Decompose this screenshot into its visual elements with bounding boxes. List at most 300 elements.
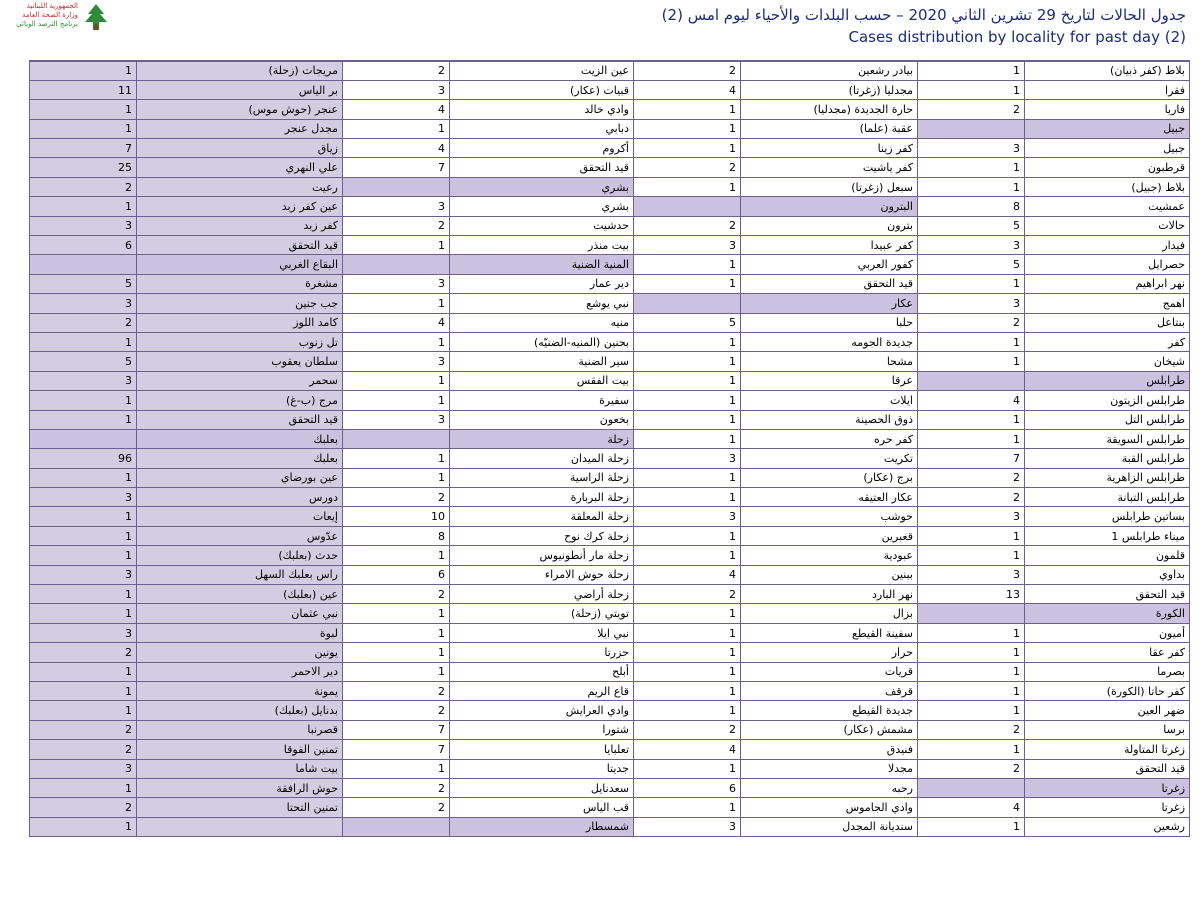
locality-cell: فقرا	[1025, 80, 1190, 99]
locality-cell: طرابلس السويقة	[1025, 429, 1190, 448]
table-row	[30, 177, 1190, 196]
count-cell: 2	[30, 643, 137, 662]
locality-cell: راس بعلبك السهل	[137, 565, 343, 584]
locality-cell: نبي عثمان	[137, 604, 343, 623]
locality-cell: قب الياس	[450, 798, 634, 817]
count-cell: 1	[634, 119, 741, 138]
region-header-cell: زحلة	[450, 429, 634, 448]
table-row	[30, 449, 1190, 468]
count-cell: 3	[634, 236, 741, 255]
count-cell: 1	[343, 759, 450, 778]
locality-cell: بحنين (المنيه-الضنيّه)	[450, 332, 634, 351]
locality-cell: طرابلس الزيتون	[1025, 391, 1190, 410]
count-cell	[918, 604, 1025, 623]
locality-cell: كفر حره	[741, 429, 918, 448]
locality-cell: زحلة البربارة	[450, 488, 634, 507]
region-header-cell: بعلبك	[137, 429, 343, 448]
table-row	[30, 817, 1190, 836]
locality-cell: فيدار	[1025, 236, 1190, 255]
count-cell: 2	[918, 759, 1025, 778]
locality-cell: تل زنوب	[137, 332, 343, 351]
table-row	[30, 759, 1190, 778]
count-cell: 13	[918, 585, 1025, 604]
locality-cell: مجدلا	[741, 759, 918, 778]
count-cell: 6	[343, 565, 450, 584]
locality-cell: طرابلس التل	[1025, 410, 1190, 429]
count-cell: 3	[343, 274, 450, 293]
locality-cell: قيد التحقق	[137, 236, 343, 255]
count-cell	[30, 255, 137, 274]
locality-cell: ميناء طرابلس 1	[1025, 526, 1190, 545]
locality-cell	[137, 817, 343, 836]
count-cell: 2	[343, 216, 450, 235]
locality-cell: جبيل	[1025, 139, 1190, 158]
count-cell: 3	[634, 817, 741, 836]
count-cell: 1	[634, 352, 741, 371]
count-cell: 4	[343, 313, 450, 332]
locality-cell: زحلة أراضي	[450, 585, 634, 604]
count-cell: 1	[30, 468, 137, 487]
locality-cell: وادي الجاموس	[741, 798, 918, 817]
table-row	[30, 585, 1190, 604]
count-cell: 2	[343, 778, 450, 797]
count-cell: 2	[343, 585, 450, 604]
count-cell: 2	[343, 701, 450, 720]
count-cell: 1	[30, 526, 137, 545]
locality-cell: لبوة	[137, 623, 343, 642]
region-header-cell: الكورة	[1025, 604, 1190, 623]
locality-cell: قاع الريم	[450, 682, 634, 701]
count-cell: 4	[918, 798, 1025, 817]
count-cell: 3	[30, 216, 137, 235]
count-cell: 6	[634, 778, 741, 797]
table-row	[30, 526, 1190, 545]
count-cell: 1	[343, 623, 450, 642]
table-row	[30, 255, 1190, 274]
count-cell: 1	[343, 643, 450, 662]
count-cell: 3	[343, 197, 450, 216]
locality-cell: فاريا	[1025, 100, 1190, 119]
locality-cell: بر الياس	[137, 80, 343, 99]
count-cell: 1	[918, 701, 1025, 720]
count-cell: 5	[918, 255, 1025, 274]
locality-cell: عكار العتيقه	[741, 488, 918, 507]
count-cell: 3	[343, 410, 450, 429]
count-cell: 4	[343, 139, 450, 158]
locality-cell: دبابي	[450, 119, 634, 138]
table-row	[30, 236, 1190, 255]
count-cell: 5	[634, 313, 741, 332]
count-cell: 1	[30, 604, 137, 623]
count-cell: 4	[634, 565, 741, 584]
count-cell: 2	[918, 720, 1025, 739]
locality-cell: زحلة كرك نوح	[450, 526, 634, 545]
count-cell: 1	[634, 255, 741, 274]
count-cell: 4	[343, 100, 450, 119]
locality-cell: رعيت	[137, 177, 343, 196]
locality-cell: زحلة الراسية	[450, 468, 634, 487]
table-row	[30, 720, 1190, 739]
table-row	[30, 410, 1190, 429]
count-cell: 1	[918, 352, 1025, 371]
locality-cell: زحلة حوش الامراء	[450, 565, 634, 584]
count-cell: 4	[918, 391, 1025, 410]
locality-cell: بيت الفقس	[450, 371, 634, 390]
locality-cell: قيد التحقق	[1025, 759, 1190, 778]
locality-cell: عدّوس	[137, 526, 343, 545]
region-header-cell: بشري	[450, 177, 634, 196]
count-cell: 8	[918, 197, 1025, 216]
locality-cell: تويتي (زحلة)	[450, 604, 634, 623]
locality-cell: كفور العربي	[741, 255, 918, 274]
locality-cell: عين كفر زبد	[137, 197, 343, 216]
count-cell: 3	[634, 449, 741, 468]
count-cell: 3	[634, 507, 741, 526]
count-cell: 2	[918, 100, 1025, 119]
locality-cell: حرار	[741, 643, 918, 662]
count-cell	[30, 429, 137, 448]
count-cell: 2	[918, 488, 1025, 507]
locality-cell: بترون	[741, 216, 918, 235]
locality-cell: زحلة الميدان	[450, 449, 634, 468]
locality-cell: زحلة المعلقة	[450, 507, 634, 526]
locality-cell: جديدة الجومه	[741, 332, 918, 351]
count-cell: 1	[30, 662, 137, 681]
locality-cell: سير الضنية	[450, 352, 634, 371]
locality-cell: جديدة القيطع	[741, 701, 918, 720]
locality-cell: شتورا	[450, 720, 634, 739]
count-cell: 1	[30, 546, 137, 565]
table-row	[30, 313, 1190, 332]
locality-cell: بنتاعل	[1025, 313, 1190, 332]
count-cell: 2	[634, 720, 741, 739]
count-cell	[918, 778, 1025, 797]
count-cell: 1	[918, 526, 1025, 545]
count-cell: 2	[634, 61, 741, 80]
count-cell: 1	[343, 371, 450, 390]
region-header-cell: المنية الضنية	[450, 255, 634, 274]
locality-cell: سنديانة المجدل	[741, 817, 918, 836]
count-cell: 1	[30, 701, 137, 720]
locality-cell: كامد اللوز	[137, 313, 343, 332]
count-cell: 1	[634, 526, 741, 545]
locality-cell: دورس	[137, 488, 343, 507]
table-row	[30, 61, 1190, 80]
locality-cell: إيعات	[137, 507, 343, 526]
table-row	[30, 468, 1190, 487]
count-cell: 1	[343, 119, 450, 138]
ministry-logo	[6, 2, 126, 34]
locality-cell: عين الزيت	[450, 61, 634, 80]
locality-cell: كفر عقا	[1025, 643, 1190, 662]
count-cell: 1	[30, 585, 137, 604]
locality-cell: قعبرين	[741, 526, 918, 545]
region-header-cell: البترون	[741, 197, 918, 216]
count-cell: 7	[343, 720, 450, 739]
locality-cell: مريجات (زحلة)	[137, 61, 343, 80]
locality-cell: حالات	[1025, 216, 1190, 235]
locality-cell: تمنين الفوقا	[137, 740, 343, 759]
count-cell: 1	[343, 391, 450, 410]
locality-cell: مشمش (عكار)	[741, 720, 918, 739]
count-cell: 1	[634, 468, 741, 487]
count-cell: 1	[30, 817, 137, 836]
count-cell: 10	[343, 507, 450, 526]
count-cell: 1	[343, 332, 450, 351]
count-cell: 7	[30, 139, 137, 158]
locality-cell: حوش الرافقة	[137, 778, 343, 797]
count-cell: 2	[634, 216, 741, 235]
count-cell: 3	[30, 759, 137, 778]
table-row	[30, 352, 1190, 371]
locality-cell: كفر عبيدا	[741, 236, 918, 255]
cases-table	[29, 60, 1190, 837]
locality-cell: كفر زبد	[137, 216, 343, 235]
count-cell: 3	[918, 294, 1025, 313]
title-arabic: جدول الحالات لتاريخ 29 تشرين الثاني 2020 – حسب البلدات والأحياء ليوم امس (2)	[661, 6, 1186, 24]
count-cell: 1	[634, 274, 741, 293]
locality-cell: سعدنايل	[450, 778, 634, 797]
count-cell: 1	[30, 119, 137, 138]
locality-cell: مرج (ب-غ)	[137, 391, 343, 410]
count-cell: 1	[30, 332, 137, 351]
locality-cell: وادي خالد	[450, 100, 634, 119]
locality-cell: بيت شاما	[137, 759, 343, 778]
locality-cell: قيد التحقق	[1025, 585, 1190, 604]
locality-cell: حصرايل	[1025, 255, 1190, 274]
locality-cell: عقبة (علما)	[741, 119, 918, 138]
count-cell: 2	[918, 468, 1025, 487]
locality-cell: زغرتا المتاولة	[1025, 740, 1190, 759]
count-cell: 1	[918, 410, 1025, 429]
locality-cell: قرقف	[741, 682, 918, 701]
locality-cell: برسا	[1025, 720, 1190, 739]
locality-cell: منيه	[450, 313, 634, 332]
count-cell: 1	[634, 682, 741, 701]
region-header-cell: زغرتا	[1025, 778, 1190, 797]
count-cell: 3	[30, 623, 137, 642]
locality-cell: سبعل (زغرتا)	[741, 177, 918, 196]
count-cell: 3	[343, 80, 450, 99]
count-cell: 1	[634, 759, 741, 778]
locality-cell: كفر	[1025, 332, 1190, 351]
count-cell: 1	[634, 546, 741, 565]
count-cell: 1	[918, 429, 1025, 448]
locality-cell: جديتا	[450, 759, 634, 778]
count-cell: 1	[634, 332, 741, 351]
count-cell: 1	[634, 488, 741, 507]
locality-cell: مجدل عنجر	[137, 119, 343, 138]
table-row	[30, 391, 1190, 410]
count-cell: 25	[30, 158, 137, 177]
count-cell: 2	[30, 720, 137, 739]
locality-cell: عمشيت	[1025, 197, 1190, 216]
count-cell: 3	[918, 139, 1025, 158]
locality-cell: مجدليا (زغرتا)	[741, 80, 918, 99]
count-cell	[343, 177, 450, 196]
table-row	[30, 604, 1190, 623]
table-row	[30, 565, 1190, 584]
count-cell: 1	[634, 410, 741, 429]
count-cell: 1	[634, 371, 741, 390]
region-header-cell: البقاع الغربي	[137, 255, 343, 274]
locality-cell: سحمر	[137, 371, 343, 390]
table-row	[30, 701, 1190, 720]
logo-text	[6, 2, 78, 29]
locality-cell: قصرنبا	[137, 720, 343, 739]
locality-cell: قيد التحقق	[741, 274, 918, 293]
count-cell: 1	[918, 274, 1025, 293]
table-row	[30, 488, 1190, 507]
locality-cell: سفيرة	[450, 391, 634, 410]
count-cell: 7	[343, 158, 450, 177]
count-cell: 1	[918, 158, 1025, 177]
count-cell: 1	[634, 701, 741, 720]
table-row	[30, 507, 1190, 526]
count-cell: 11	[30, 80, 137, 99]
count-cell: 1	[918, 643, 1025, 662]
logo-line-3: برنامج الترصد الوبائي	[16, 20, 78, 28]
table-row	[30, 80, 1190, 99]
count-cell: 7	[343, 740, 450, 759]
count-cell: 1	[634, 100, 741, 119]
locality-cell: زحلة مار أنطونيوس	[450, 546, 634, 565]
count-cell: 1	[30, 778, 137, 797]
table-row	[30, 778, 1190, 797]
count-cell: 2	[634, 158, 741, 177]
count-cell: 1	[30, 61, 137, 80]
locality-cell: دير الاحمر	[137, 662, 343, 681]
locality-cell: حوشب	[741, 507, 918, 526]
count-cell: 1	[918, 61, 1025, 80]
count-cell: 5	[918, 216, 1025, 235]
locality-cell: سلطان يعقوب	[137, 352, 343, 371]
locality-cell: تمنين التحتا	[137, 798, 343, 817]
locality-cell: طرابلس الزاهرية	[1025, 468, 1190, 487]
count-cell: 1	[634, 139, 741, 158]
count-cell: 1	[343, 468, 450, 487]
locality-cell: بلاط (جبيل)	[1025, 177, 1190, 196]
locality-cell: بخعون	[450, 410, 634, 429]
table-row	[30, 546, 1190, 565]
locality-cell: قرطبون	[1025, 158, 1190, 177]
locality-cell: مشغرة	[137, 274, 343, 293]
cedar-icon	[82, 2, 110, 32]
locality-cell: قبيات (عكار)	[450, 80, 634, 99]
table-row	[30, 662, 1190, 681]
table-row	[30, 119, 1190, 138]
table-row	[30, 371, 1190, 390]
count-cell: 3	[918, 565, 1025, 584]
count-cell: 3	[30, 294, 137, 313]
count-cell: 1	[343, 546, 450, 565]
locality-cell: تعلبايا	[450, 740, 634, 759]
count-cell: 3	[343, 352, 450, 371]
locality-cell: نهر البارد	[741, 585, 918, 604]
count-cell: 2	[343, 61, 450, 80]
count-cell: 2	[343, 488, 450, 507]
locality-cell: بصرما	[1025, 662, 1190, 681]
table-row	[30, 643, 1190, 662]
count-cell: 4	[634, 740, 741, 759]
locality-cell: حدشيت	[450, 216, 634, 235]
locality-cell: كفر ياشيت	[741, 158, 918, 177]
count-cell: 1	[634, 177, 741, 196]
table-row	[30, 274, 1190, 293]
count-cell: 96	[30, 449, 137, 468]
table-row	[30, 740, 1190, 759]
count-cell: 5	[30, 352, 137, 371]
count-cell	[634, 294, 741, 313]
region-header-cell: جبيل	[1025, 119, 1190, 138]
count-cell: 1	[343, 662, 450, 681]
locality-cell: فنيدق	[741, 740, 918, 759]
locality-cell: يونين	[137, 643, 343, 662]
locality-cell: حزرتا	[450, 643, 634, 662]
count-cell: 7	[918, 449, 1025, 468]
locality-cell: نبي يوشع	[450, 294, 634, 313]
locality-cell: أميون	[1025, 623, 1190, 642]
locality-cell: بيت منذر	[450, 236, 634, 255]
table-row	[30, 429, 1190, 448]
region-header-cell: طرابلس	[1025, 371, 1190, 390]
count-cell: 2	[343, 682, 450, 701]
count-cell	[918, 371, 1025, 390]
count-cell: 2	[30, 313, 137, 332]
region-header-cell: شمسطار	[450, 817, 634, 836]
table-row	[30, 623, 1190, 642]
count-cell: 1	[918, 80, 1025, 99]
locality-cell: قلمون	[1025, 546, 1190, 565]
count-cell: 1	[30, 391, 137, 410]
logo-line-2: وزارة الصحة العامة	[22, 11, 78, 19]
count-cell: 1	[918, 546, 1025, 565]
count-cell: 3	[30, 565, 137, 584]
locality-cell: رشعين	[1025, 817, 1190, 836]
count-cell: 1	[30, 682, 137, 701]
locality-cell: طرابلس القبة	[1025, 449, 1190, 468]
locality-cell: زياق	[137, 139, 343, 158]
locality-cell: بلاط (كفر ذبيان)	[1025, 61, 1190, 80]
logo-line-1: الجمهورية اللبنانية	[26, 2, 78, 10]
table-row	[30, 139, 1190, 158]
count-cell: 1	[918, 177, 1025, 196]
count-cell: 3	[30, 488, 137, 507]
title-english: Cases distribution by locality for past day (2)	[848, 28, 1186, 46]
locality-cell: بداوي	[1025, 565, 1190, 584]
count-cell: 3	[918, 236, 1025, 255]
count-cell: 1	[343, 449, 450, 468]
locality-cell: برج (عكار)	[741, 468, 918, 487]
count-cell: 1	[634, 798, 741, 817]
locality-cell: بشري	[450, 197, 634, 216]
locality-cell: سفينة القيطع	[741, 623, 918, 642]
count-cell: 2	[634, 585, 741, 604]
locality-cell: بعلبك	[137, 449, 343, 468]
table-row	[30, 100, 1190, 119]
count-cell: 8	[343, 526, 450, 545]
count-cell: 1	[918, 332, 1025, 351]
locality-cell: وادي العرايش	[450, 701, 634, 720]
table-row	[30, 332, 1190, 351]
locality-cell: اهمج	[1025, 294, 1190, 313]
count-cell: 1	[30, 100, 137, 119]
locality-cell: أكروم	[450, 139, 634, 158]
locality-cell: عين بورضاي	[137, 468, 343, 487]
locality-cell: قيد التحقق	[137, 410, 343, 429]
locality-cell: مشحا	[741, 352, 918, 371]
table-row	[30, 682, 1190, 701]
